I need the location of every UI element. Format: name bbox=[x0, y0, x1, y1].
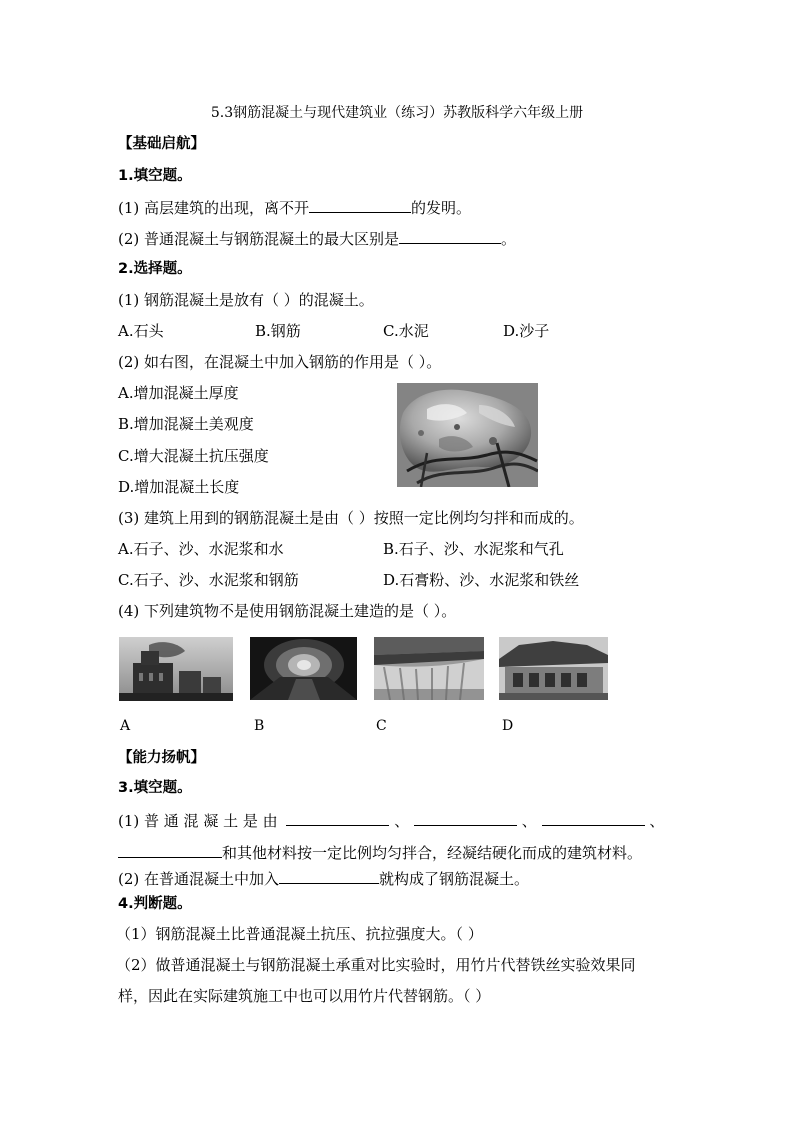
reinforced-concrete-photo bbox=[397, 383, 538, 487]
q2-1-option-c[interactable]: C.水泥 bbox=[383, 322, 429, 340]
question-1-1 bbox=[118, 197, 471, 218]
building-photo-b[interactable] bbox=[250, 637, 357, 700]
question-3-1-line1 bbox=[118, 810, 664, 831]
question-1-heading: 1.填空题。 bbox=[118, 168, 192, 184]
section-heading-ability: 【能力扬帆】 bbox=[118, 750, 205, 766]
building-photo-c[interactable] bbox=[374, 637, 484, 700]
question-4-1: （1）钢筋混凝土比普通混凝土抗压、抗拉强度大。（ ） bbox=[116, 925, 483, 943]
q3-1-answer-blank-1[interactable] bbox=[286, 810, 389, 826]
q2-2-option-a[interactable]: A.增加混凝土厚度 bbox=[118, 384, 239, 402]
question-3-1-line2 bbox=[118, 842, 642, 863]
q3-1-text-before: (1) 普 通 混 凝 土 是 由 bbox=[118, 812, 278, 830]
q1-2-text-after: 。 bbox=[501, 230, 517, 248]
q3-2-text-after: 就构成了钢筋混凝土。 bbox=[379, 870, 530, 888]
q2-2-option-c[interactable]: C.增大混凝土抗压强度 bbox=[118, 447, 269, 465]
q2-3-option-c[interactable]: C.石子、沙、水泥浆和钢筋 bbox=[118, 571, 299, 589]
q3-2-answer-blank[interactable] bbox=[279, 868, 379, 884]
q2-3-option-d[interactable]: D.石膏粉、沙、水泥浆和铁丝 bbox=[383, 571, 580, 589]
q2-3-option-b[interactable]: B.石子、沙、水泥浆和气孔 bbox=[383, 540, 564, 558]
photo-label-a: A bbox=[120, 718, 131, 734]
q2-1-option-a[interactable]: A.石头 bbox=[118, 322, 164, 340]
q3-1-answer-blank-4[interactable] bbox=[118, 842, 222, 858]
q2-2-option-b[interactable]: B.增加混凝土美观度 bbox=[118, 415, 254, 433]
q3-1-separator-1: 、 bbox=[394, 812, 410, 830]
q3-1-separator-2: 、 bbox=[521, 812, 537, 830]
section-heading-basic: 【基础启航】 bbox=[118, 136, 205, 152]
question-2-1-stem: (1) 钢筋混凝土是放有（ ）的混凝土。 bbox=[118, 291, 374, 309]
question-3-heading: 3.填空题。 bbox=[118, 780, 192, 796]
question-4-2-line2: 样，因此在实际建筑施工中也可以用竹片代替钢筋。（ ） bbox=[118, 987, 491, 1005]
q2-1-option-b[interactable]: B.钢筋 bbox=[255, 322, 301, 340]
question-3-2 bbox=[118, 868, 529, 889]
q3-1-answer-blank-2[interactable] bbox=[414, 810, 517, 826]
q1-2-answer-blank[interactable] bbox=[399, 228, 501, 244]
q1-1-text-after: 的发明。 bbox=[411, 199, 472, 217]
photo-label-b: B bbox=[254, 718, 265, 734]
q2-3-option-a[interactable]: A.石子、沙、水泥浆和水 bbox=[118, 540, 284, 558]
question-2-2-stem: (2) 如右图，在混凝土中加入钢筋的作用是（ ）。 bbox=[118, 353, 442, 371]
q3-2-text-before: (2) 在普通混凝土中加入 bbox=[118, 870, 280, 888]
q1-1-text-before: (1) 高层建筑的出现，离不开 bbox=[118, 199, 310, 217]
question-2-3-stem: (3) 建筑上用到的钢筋混凝土是由（ ）按照一定比例均匀拌和而成的。 bbox=[118, 509, 584, 527]
q3-1-answer-blank-3[interactable] bbox=[542, 810, 645, 826]
page-title: 5.3钢筋混凝土与现代建筑业（练习）苏教版科学六年级上册 bbox=[210, 105, 584, 121]
q3-1-text-continued: 和其他材料按一定比例均匀拌合，经凝结硬化而成的建筑材料。 bbox=[222, 844, 643, 862]
q2-1-option-d[interactable]: D.沙子 bbox=[503, 322, 550, 340]
q1-2-text-before: (2) 普通混凝土与钢筋混凝土的最大区别是 bbox=[118, 230, 400, 248]
building-photo-a[interactable] bbox=[119, 637, 233, 701]
question-4-heading: 4.判断题。 bbox=[118, 896, 192, 912]
question-2-heading: 2.选择题。 bbox=[118, 261, 192, 277]
photo-label-d: D bbox=[502, 718, 514, 734]
q1-1-answer-blank[interactable] bbox=[309, 197, 411, 213]
question-1-2 bbox=[118, 228, 516, 249]
photo-label-c: C bbox=[376, 718, 387, 734]
q3-1-separator-3: 、 bbox=[649, 812, 665, 830]
question-2-4-stem: (4) 下列建筑物不是使用钢筋混凝土建造的是（ ）。 bbox=[118, 602, 457, 620]
question-4-2-line1: （2）做普通混凝土与钢筋混凝土承重对比实验时，用竹片代替铁丝实验效果同 bbox=[116, 956, 636, 974]
q2-2-option-d[interactable]: D.增加混凝土长度 bbox=[118, 478, 240, 496]
building-photo-d[interactable] bbox=[499, 637, 608, 700]
